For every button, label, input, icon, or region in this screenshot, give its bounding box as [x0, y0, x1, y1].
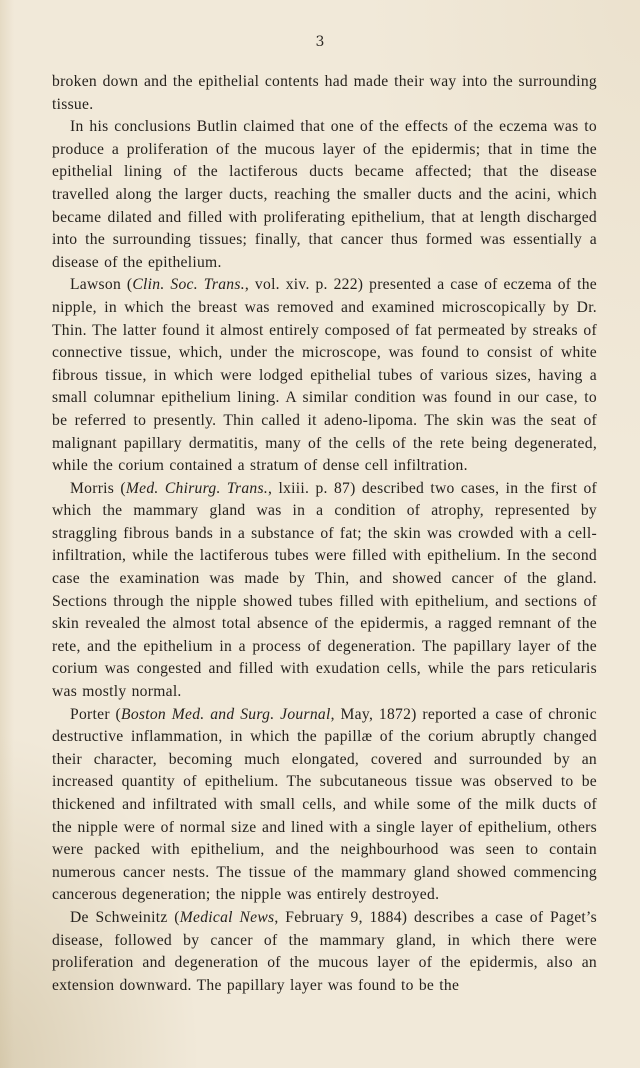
citation-title: Clin. Soc. Trans. [132, 276, 245, 294]
paragraph [52, 478, 597, 704]
paragraph [52, 274, 597, 477]
paragraph [52, 71, 597, 116]
citation-title: Med. Chirurg. Trans. [125, 479, 269, 497]
paragraph [52, 116, 597, 274]
text-run: , lxiii. p. 87) described two cases, in the first of which the mammary gland was in a condition of atrophy, represented by straggling fibrous bands in a substance of fat; the skin was crowded with a cell-infiltration, while the lactiferous tubes were filled with epithelium. In the second case the examination was made by Thin, and showed cancer of the gland. Sections through the nipple showed tubes filled with epithelium, and sections of skin revealed the almost total absence of the epidermis, a ragged remnant of the rete, and the epithelium in a process of degeneration. The papillary layer of the corium was congested and filled with exudation cells, while the pars reticularis was mostly normal. [52, 479, 597, 701]
text-run: Lawson ( [70, 276, 133, 294]
text-run: In his conclusions Butlin claimed that one of the effects of the eczema was to produce a proliferation of the mucous layer of the epidermis; that in time the epithelial lining of the lactiferous ducts became affected; that the disease travelled along the larger ducts, reaching the smaller ducts and the acini, which became dilated and filled with proliferating epithelium, that at length discharged into the surrounding tissues; finally, that cancer thus formed was essentially a disease of the epithelium. [52, 118, 597, 271]
citation-title: Boston Med. and Surg. Journal [121, 705, 331, 723]
text-run: , vol. xiv. p. 222) presented a case of eczema of the nipple, in which the breast was removed and examined microscopically by Dr. Thin. The latter found it almost entirely composed of fat permeated by streaks of connective tissue, which, under the microscope, was found to consist of white fibrous tissue, in which were lodged epithelial tubes of various sizes, having a small columnar epithelium lining. A similar condition was found in our case, to be referred to presently. Thin called it adeno-lipoma. The skin was the seat of malignant papillary dermatitis, many of the cells of the rete being degenerated, while the corium contained a stratum of dense cell infiltration. [52, 276, 597, 475]
text-run: broken down and the epithelial contents had made their way into the surrounding tissue. [52, 73, 597, 113]
text-run: , February 9, 1884) describes a case of Paget’s disease, followed by cancer of the mammary gland, in which there were proliferation and degeneration of the mucous layer of the epidermis, also an extension downward. The papillary layer was found to be the [52, 908, 597, 994]
text-run: De Schweinitz ( [70, 908, 180, 926]
text-run: Morris ( [70, 479, 126, 497]
body-text [52, 71, 597, 997]
citation-title: Medical News [179, 908, 275, 926]
page-number: 3 [315, 34, 325, 50]
text-run: , May, 1872) reported a case of chronic destructive inflammation, in which the papillæ of the corium abruptly changed their character, becoming much elongated, covered and surrounded by an increased quantity of epithelium. The subcutaneous tissue was observed to be thickened and infiltrated with small cells, and while some of the milk ducts of the nipple were of normal size and lined with a single layer of epithelium, others were packed with epithelium, and the neighbourhood was seen to contain numerous cancer nests. The tissue of the mammary gland showed commencing cancerous degeneration; the nipple was entirely destroyed. [52, 705, 597, 904]
paragraph [52, 907, 597, 997]
text-run: Porter ( [70, 705, 122, 723]
paragraph [52, 704, 597, 907]
